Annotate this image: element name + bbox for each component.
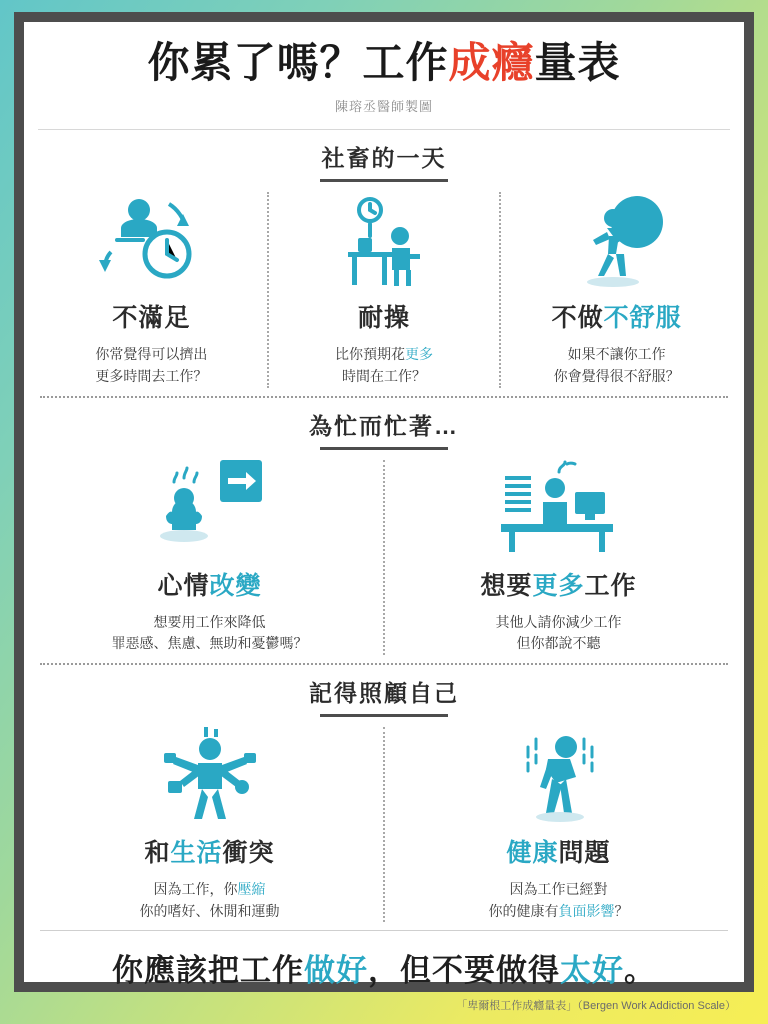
multitasking-person-icon bbox=[54, 727, 365, 823]
card-title-part-3: 工作 bbox=[584, 571, 637, 600]
source-citation: 「卑爾根工作成癮量表」（Bergen Work Addiction Scale） bbox=[456, 1000, 736, 1012]
section-underline bbox=[320, 447, 448, 450]
card-title-part-1: 想要 bbox=[480, 571, 533, 600]
card-description bbox=[277, 344, 492, 387]
section-day-of-corporate-slave bbox=[24, 130, 744, 395]
card-description bbox=[54, 879, 365, 922]
footer-part-2: 做好 bbox=[304, 953, 368, 989]
card-want-more-work bbox=[383, 460, 732, 655]
desc-line-2: 你的健康有負面影響？ bbox=[488, 902, 629, 919]
footer-message bbox=[34, 945, 734, 990]
section-take-care-of-yourself bbox=[24, 665, 744, 930]
title-part-2: 成癮 bbox=[448, 39, 535, 86]
card-description bbox=[54, 612, 365, 655]
card-conflict-with-life bbox=[36, 727, 383, 922]
poster-footer bbox=[24, 931, 744, 1004]
card-title-part-2: 更多 bbox=[532, 571, 585, 600]
card-title-part-1: 不滿足 bbox=[112, 304, 191, 333]
byline: 陳瑢丞醫師製圖 bbox=[334, 99, 433, 115]
section-title: 社畜的一天 bbox=[321, 145, 447, 172]
desc-line-2: 時間在工作？ bbox=[342, 367, 426, 384]
card-title-part-3: 衝突 bbox=[222, 838, 275, 867]
card-title-part-1: 不做 bbox=[551, 304, 604, 333]
card-title-part-1: 耐操 bbox=[358, 304, 411, 333]
desc-line-1: 如果不讓你工作 bbox=[567, 346, 666, 363]
card-title bbox=[403, 566, 714, 602]
desc-line-2: 罪惡感、焦慮、無助和憂鬱嗎？ bbox=[111, 635, 308, 652]
poster-header bbox=[24, 22, 744, 121]
person-clock-arrows-icon bbox=[44, 192, 259, 288]
card-title bbox=[54, 833, 365, 869]
card-description bbox=[509, 344, 724, 387]
card-title-part-1: 心情 bbox=[157, 571, 210, 600]
card-row bbox=[36, 192, 732, 387]
card-title bbox=[509, 298, 724, 334]
person-desk-overwork-icon bbox=[403, 460, 714, 556]
desc-line-1: 想要用工作來降低 bbox=[153, 613, 266, 630]
desc-line-1: 其他人請你減少工作 bbox=[495, 613, 622, 630]
card-title bbox=[277, 298, 492, 334]
card-row bbox=[36, 727, 732, 922]
footer-part-5: 。 bbox=[624, 953, 656, 989]
title-part-3: 量表 bbox=[534, 39, 621, 86]
card-title-part-2: 不舒服 bbox=[603, 304, 682, 333]
footer-part-1: 你應該把工作 bbox=[112, 953, 304, 989]
card-health-problem bbox=[383, 727, 732, 922]
card-title-part-2: 生活 bbox=[170, 838, 223, 867]
exhausted-person-icon bbox=[403, 727, 714, 823]
desc-line-2: 更多時間去工作？ bbox=[95, 367, 208, 384]
desc-line-2: 但你都說不聽 bbox=[516, 635, 601, 652]
card-durable bbox=[267, 192, 500, 387]
person-carrying-sack-icon bbox=[509, 192, 724, 288]
desc-line-2: 你的嗜好、休閒和運動 bbox=[139, 902, 280, 919]
card-row bbox=[36, 460, 732, 655]
section-underline bbox=[320, 714, 448, 717]
footer-part-3: ，但不要做得 bbox=[368, 953, 560, 989]
section-busy-for-busy bbox=[24, 398, 744, 663]
card-title-part-2: 改變 bbox=[209, 571, 262, 600]
card-uncomfortable bbox=[499, 192, 732, 387]
stressed-person-exit-icon bbox=[54, 460, 365, 556]
page-title bbox=[34, 40, 734, 86]
person-desk-clock-icon bbox=[277, 192, 492, 288]
desc-line-2: 你會覺得很不舒服？ bbox=[553, 367, 680, 384]
poster-frame bbox=[14, 12, 754, 992]
desc-line-1: 因為工作，你壓縮 bbox=[153, 880, 266, 897]
card-description bbox=[44, 344, 259, 387]
section-title: 為忙而忙著… bbox=[309, 412, 459, 439]
card-title-part-1: 健康 bbox=[506, 838, 559, 867]
card-description bbox=[403, 879, 714, 922]
section-underline bbox=[320, 179, 448, 182]
desc-line-1: 你常覺得可以擠出 bbox=[95, 346, 208, 363]
desc-line-1: 因為工作已經對 bbox=[509, 880, 608, 897]
desc-line-1: 比你預期花更多 bbox=[335, 346, 433, 363]
card-mood-change bbox=[36, 460, 383, 655]
card-title-part-2: 問題 bbox=[558, 838, 611, 867]
section-title: 記得照顧自己 bbox=[309, 679, 459, 706]
card-title bbox=[44, 298, 259, 334]
card-title-part-1: 和 bbox=[144, 838, 171, 867]
card-title bbox=[403, 833, 714, 869]
title-part-1: 你累了嗎？工作 bbox=[147, 39, 449, 86]
card-description bbox=[403, 612, 714, 655]
card-title bbox=[54, 566, 365, 602]
card-not-satisfied bbox=[36, 192, 267, 387]
footer-part-4: 太好 bbox=[560, 953, 624, 989]
